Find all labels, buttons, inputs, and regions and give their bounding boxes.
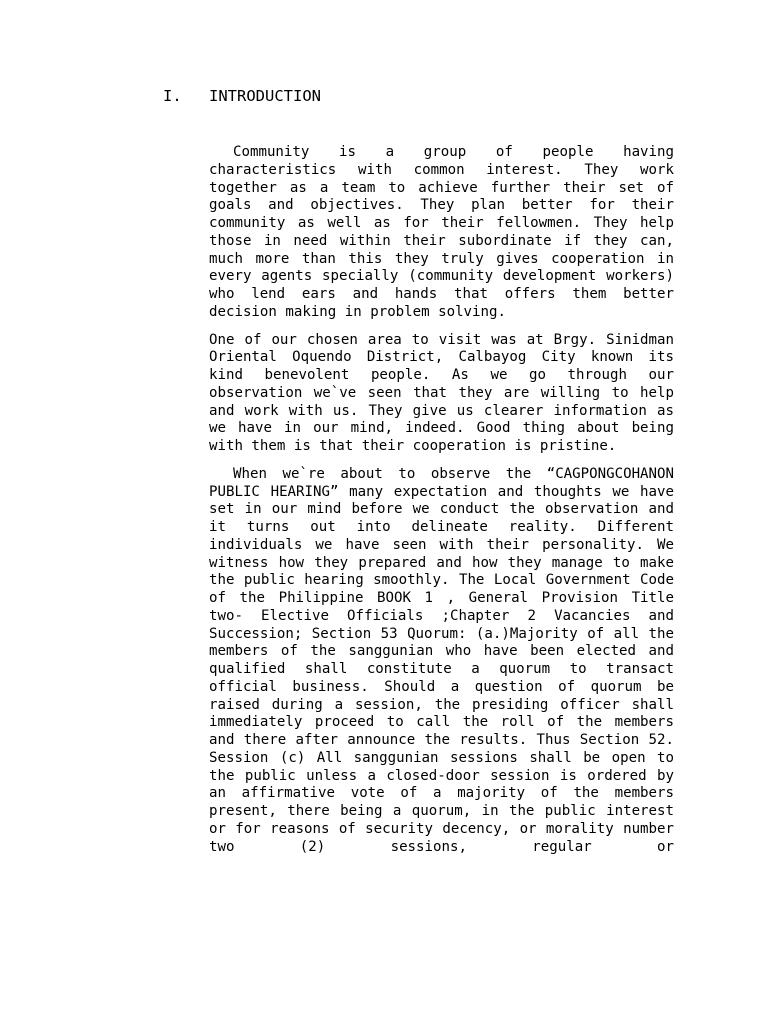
section-title: INTRODUCTION [209, 87, 321, 105]
paragraph-public-hearing: When we`re about to observe the “CAGPONGCOHANON PUBLIC HEARING” many expectation and thoughts we have set in our mind before we conduct the observation and it turns out into delineate reality. Different individuals we have seen with their personality. We witness how they prepared and how they manage to make the public hearing smoothly. The Local Government Code of the Philippine BOOK 1 , General Provision Title two- Elective Officials ;Chapter 2 Vacancies and Succession; Section 53 Quorum: (a.)Majority of all the members of the sanggunian who have been elected and qualified shall constitute a quorum to transact official business. Should a question of quorum be raised during a session, the presiding officer shall immediately proceed to call the roll of the members and there after announce the results. Thus Section 52. Session (c) All sanggunian sessions shall be open to the public unless a closed-door session is ordered by an affirmative vote of a majority of the members present, there being a quorum, in the public interest or for reasons of security decency, or morality number two (2) sessions, regular or [209, 465, 674, 855]
paragraph-community: Community is a group of people having characteristics with common interest. They work together as a team to achieve further their set of goals and objectives. They plan better for their community as well as for their fellowmen. They help those in need within their subordinate if they can, much more than this they truly gives cooperation in every agents specially (community development workers) who lend ears and hands that offers them better decision making in problem solving. [209, 144, 674, 320]
body-text [209, 144, 674, 856]
section-heading [163, 86, 321, 106]
section-number: I. [163, 87, 182, 105]
paragraph-chosen-area: One of our chosen area to visit was at Brgy. Sinidman Oriental Oquendo District, Calbayog City known its kind benevolent people. As we go through our observation we`ve seen that they are willing to help and work with us. They give us clearer information as we have in our mind, indeed. Good thing about being with them is that their cooperation is pristine. [209, 331, 674, 454]
